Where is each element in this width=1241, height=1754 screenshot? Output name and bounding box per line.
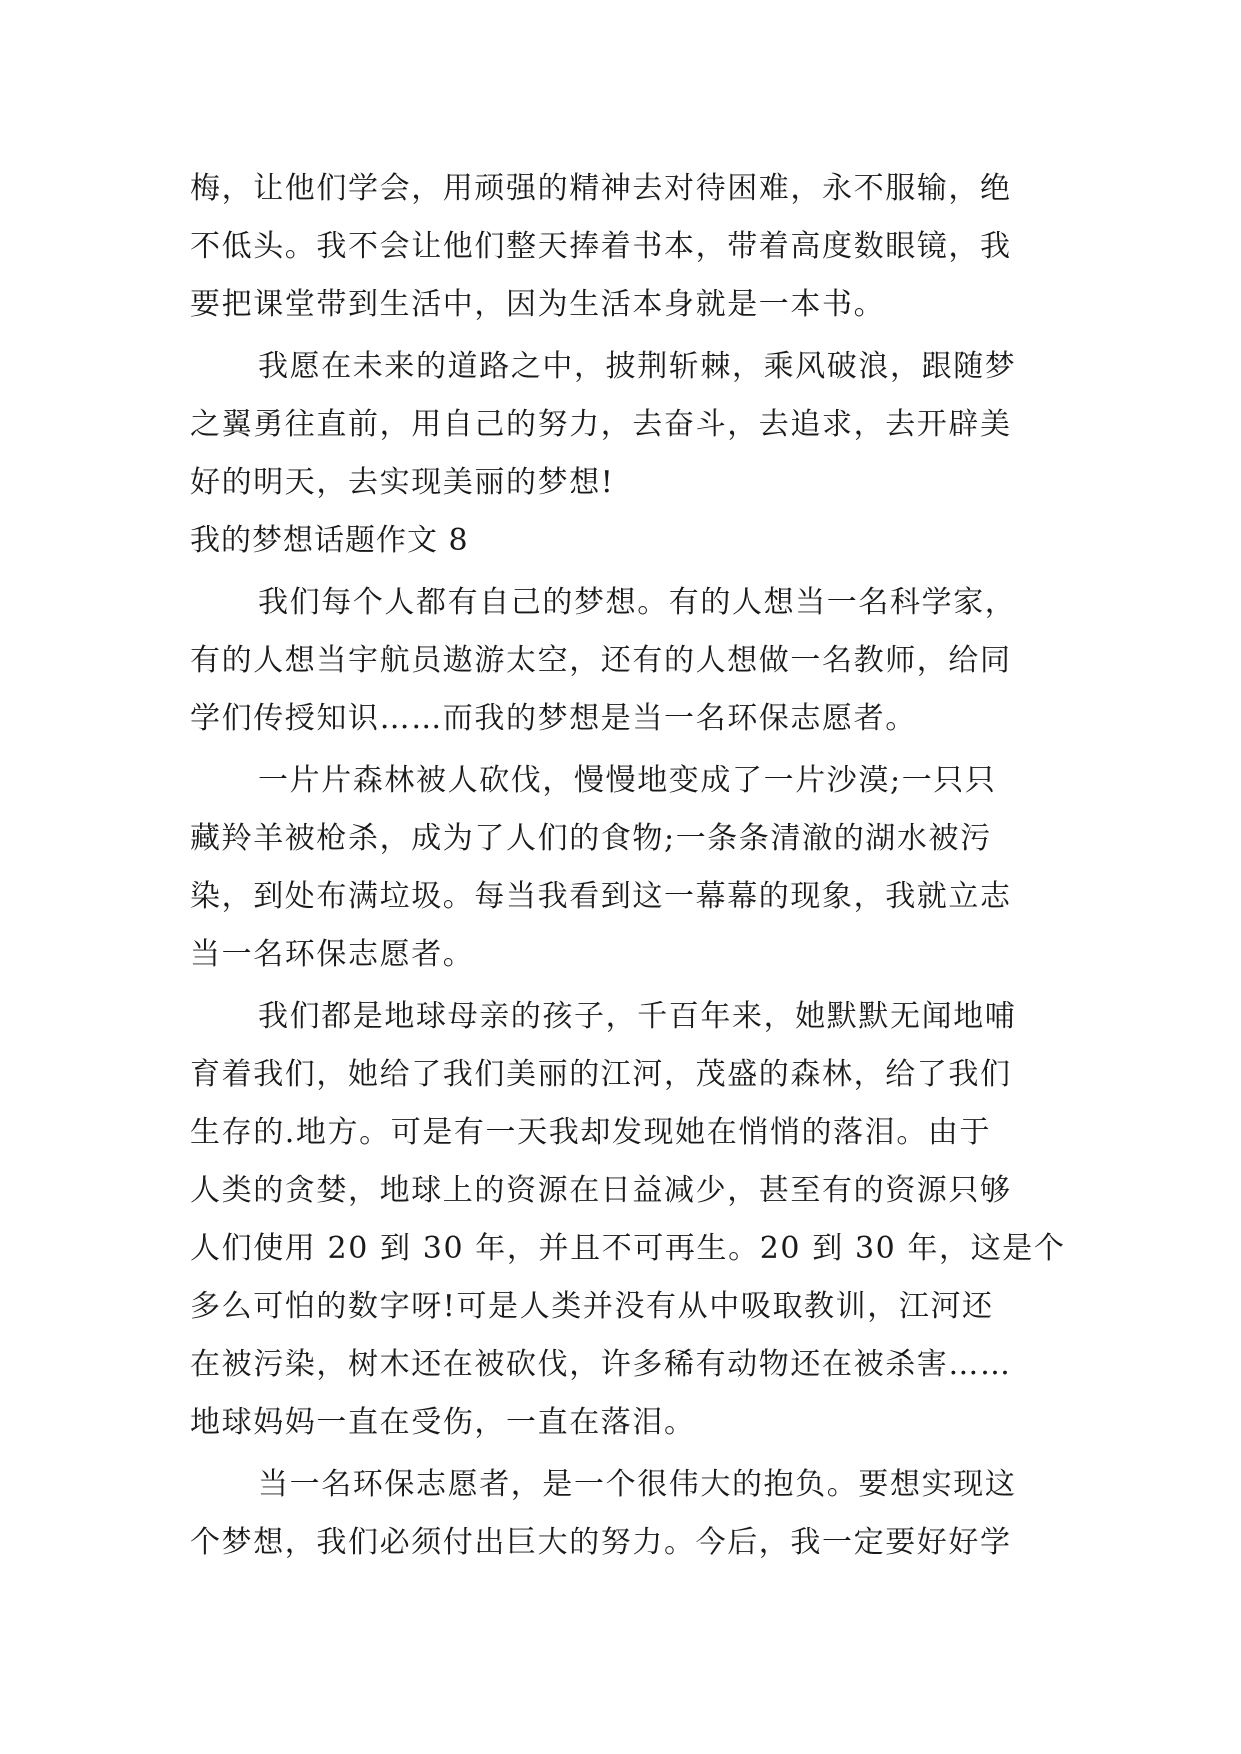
text-line: 一片片森林被人砍伐，慢慢地变成了一片沙漠;一只只 <box>258 763 997 798</box>
paragraph-continuation <box>190 160 1052 334</box>
paragraph <box>190 1456 1052 1572</box>
text-line: 个梦想，我们必须付出巨大的努力。今后，我一定要好好学 <box>190 1525 1012 1560</box>
text-line: 当一名环保志愿者。 <box>190 937 475 972</box>
text-line: 地球妈妈一直在受伤，一直在落泪。 <box>190 1405 696 1440</box>
text-line: 我愿在未来的道路之中，披荆斩棘，乘风破浪，跟随梦 <box>258 349 1017 384</box>
text-line: 之翼勇往直前，用自己的努力，去奋斗，去追求，去开辟美 <box>190 407 1012 442</box>
paragraph <box>190 574 1052 748</box>
text-line: 好的明天，去实现美丽的梦想! <box>190 465 615 500</box>
text-line: 要把课堂带到生活中，因为生活本身就是一本书。 <box>190 287 886 322</box>
text-line: 不低头。我不会让他们整天捧着书本，带着高度数眼镜，我 <box>190 229 1012 264</box>
text-line: 当一名环保志愿者，是一个很伟大的抱负。要想实现这 <box>258 1467 1017 1502</box>
text-line: 人们使用 20 到 30 年，并且不可再生。20 到 30 年，这是个 <box>190 1231 1066 1266</box>
text-line: 学们传授知识……而我的梦想是当一名环保志愿者。 <box>190 701 917 736</box>
essay-heading: 我的梦想话题作文 8 <box>190 523 469 558</box>
text-line: 育着我们，她给了我们美丽的江河，茂盛的森林，给了我们 <box>190 1057 1012 1092</box>
text-line: 人类的贪婪，地球上的资源在日益减少，甚至有的资源只够 <box>190 1173 1012 1208</box>
text-line: 我们都是地球母亲的孩子，千百年来，她默默无闻地哺 <box>258 999 1017 1034</box>
text-line: 在被污染，树木还在被砍伐，许多稀有动物还在被杀害…… <box>190 1347 1012 1382</box>
paragraph <box>190 752 1052 984</box>
paragraph <box>190 988 1066 1452</box>
paragraph <box>190 338 1052 512</box>
document-page <box>190 160 1066 1572</box>
text-line: 染，到处布满垃圾。每当我看到这一幕幕的现象，我就立志 <box>190 879 1012 914</box>
text-line: 生存的.地方。可是有一天我却发现她在悄悄的落泪。由于 <box>190 1115 992 1150</box>
text-line: 我们每个人都有自己的梦想。有的人想当一名科学家， <box>258 585 1017 620</box>
text-line: 多么可怕的数字呀!可是人类并没有从中吸取教训，江河还 <box>190 1289 994 1324</box>
text-line: 梅，让他们学会，用顽强的精神去对待困难，永不服输，绝 <box>190 171 1012 206</box>
text-line: 有的人想当宇航员遨游太空，还有的人想做一名教师，给同 <box>190 643 1012 678</box>
text-line: 藏羚羊被枪杀，成为了人们的食物;一条条清澈的湖水被污 <box>190 821 992 856</box>
